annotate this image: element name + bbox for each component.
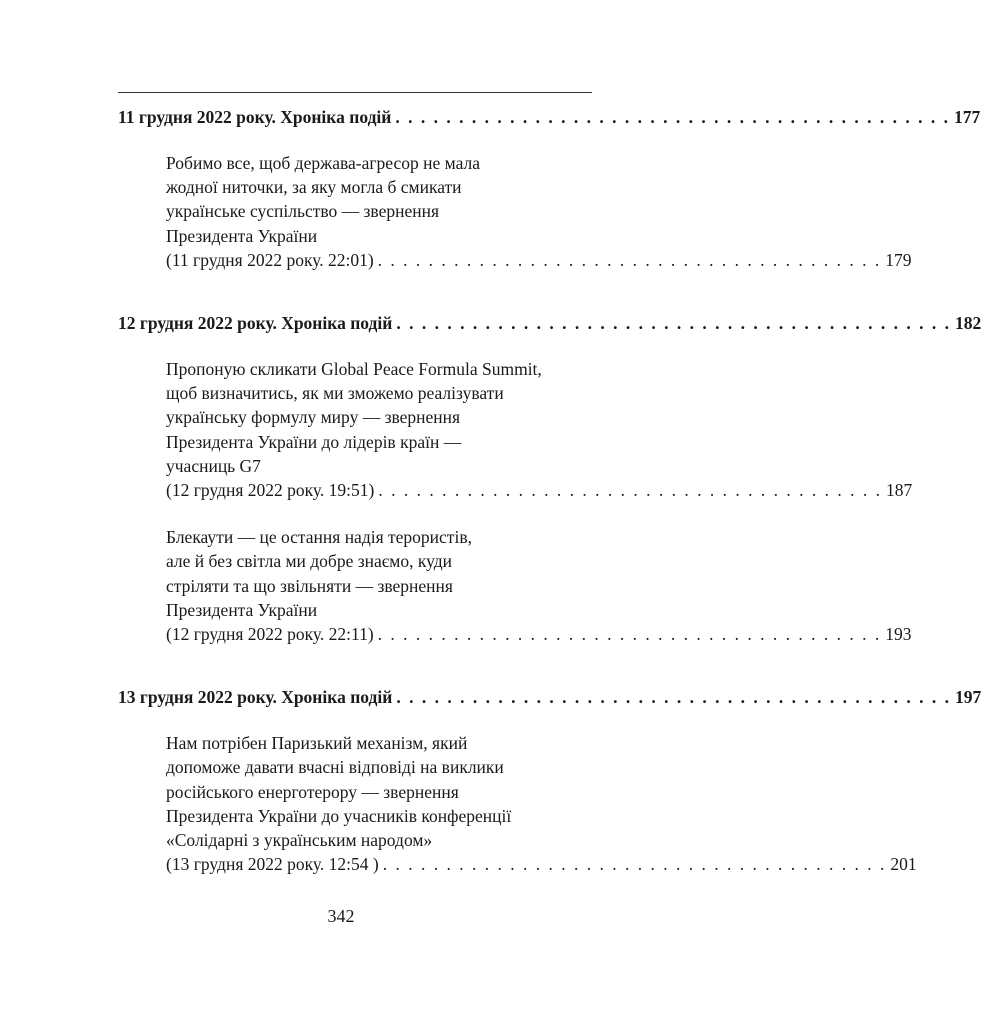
entry-date: (13 грудня 2022 року. 12:54 ) (166, 854, 379, 875)
entry-page-number: 201 (890, 854, 917, 875)
dot-leader: . . . . . . . . . . . . . . . . . . . . . . . . . . . . . . . . . . . . . . . . . . . . (396, 313, 951, 334)
chapter-title: 13 грудня 2022 року. Хроніка подій (118, 687, 393, 708)
dot-leader: . . . . . . . . . . . . . . . . . . . . . . . . . . . . . . . . . . . . . . . . (377, 249, 882, 270)
entry-line: українське суспільство — звернення (166, 201, 440, 222)
toc-entry[interactable] (166, 525, 912, 646)
dot-leader: . . . . . . . . . . . . . . . . . . . . . . . . . . . . . . . . . . . . . . . . (378, 480, 882, 501)
dot-leader: . . . . . . . . . . . . . . . . . . . . . . . . . . . . . . . . . . . . . . . . . . . . (396, 687, 951, 708)
page-number: 342 (327, 906, 355, 926)
dot-leader: . . . . . . . . . . . . . . . . . . . . . . . . . . . . . . . . . . . . . . . . (382, 854, 887, 875)
entry-line: Президента України до учасників конференції (166, 805, 512, 826)
entry-line: Президента України (166, 599, 318, 620)
chapter-page-number: 197 (954, 687, 981, 708)
top-rule (118, 92, 592, 93)
entry-line: Блекаути — це остання надія терористів, (166, 527, 472, 548)
chapter-page-number: 177 (954, 107, 981, 127)
entry-page-number: 193 (885, 624, 912, 645)
chapter-heading[interactable] (118, 104, 981, 130)
entry-line: Президента України (166, 225, 318, 246)
entry-line: стріляти та що звільняти — звернення (166, 575, 453, 596)
entry-line: Пропоную скликати Global Peace Formula Summit, (166, 359, 542, 380)
chapter-page-number: 182 (954, 313, 981, 334)
entry-line: жодної ниточки, за яку могла б смикати (166, 177, 462, 198)
table-of-contents (118, 104, 981, 876)
entry-page-number: 179 (885, 249, 912, 270)
toc-entry[interactable] (166, 151, 912, 272)
entry-date: (12 грудня 2022 року. 22:11) (166, 624, 374, 645)
dot-leader: . . . . . . . . . . . . . . . . . . . . . . . . . . . . . . . . . . . . . . . . . . . . (395, 107, 950, 127)
toc-entry[interactable] (166, 357, 913, 502)
entry-line: «Солідарні з українським народом» (166, 830, 433, 851)
entry-line: учасниць G7 (166, 455, 261, 476)
entry-date: (12 грудня 2022 року. 19:51) (166, 480, 375, 501)
entry-line: допоможе давати вчасні відповіді на виклики (166, 757, 504, 778)
toc-entry[interactable] (166, 731, 917, 876)
chapter-heading[interactable] (118, 684, 981, 710)
entry-line: щоб визначитись, як ми зможемо реалізувати (166, 383, 504, 404)
entry-line: українську формулу миру — звернення (166, 407, 461, 428)
entry-date: (11 грудня 2022 року. 22:01) (166, 249, 374, 270)
chapter-title: 11 грудня 2022 року. Хроніка подій (118, 107, 392, 127)
entry-line: Нам потрібен Паризький механізм, який (166, 733, 468, 754)
chapter-heading[interactable] (118, 310, 981, 336)
chapter-title: 12 грудня 2022 року. Хроніка подій (118, 313, 393, 334)
entry-line: Президента України до лідерів країн — (166, 431, 462, 452)
entry-page-number: 187 (885, 480, 913, 501)
entry-line: але й без світла ми добре знаємо, куди (166, 551, 453, 572)
dot-leader: . . . . . . . . . . . . . . . . . . . . . . . . . . . . . . . . . . . . . . . . (377, 624, 882, 645)
entry-line: російського енерготерору — звернення (166, 781, 459, 802)
entry-line: Робимо все, щоб держава-агресор не мала (166, 153, 481, 173)
